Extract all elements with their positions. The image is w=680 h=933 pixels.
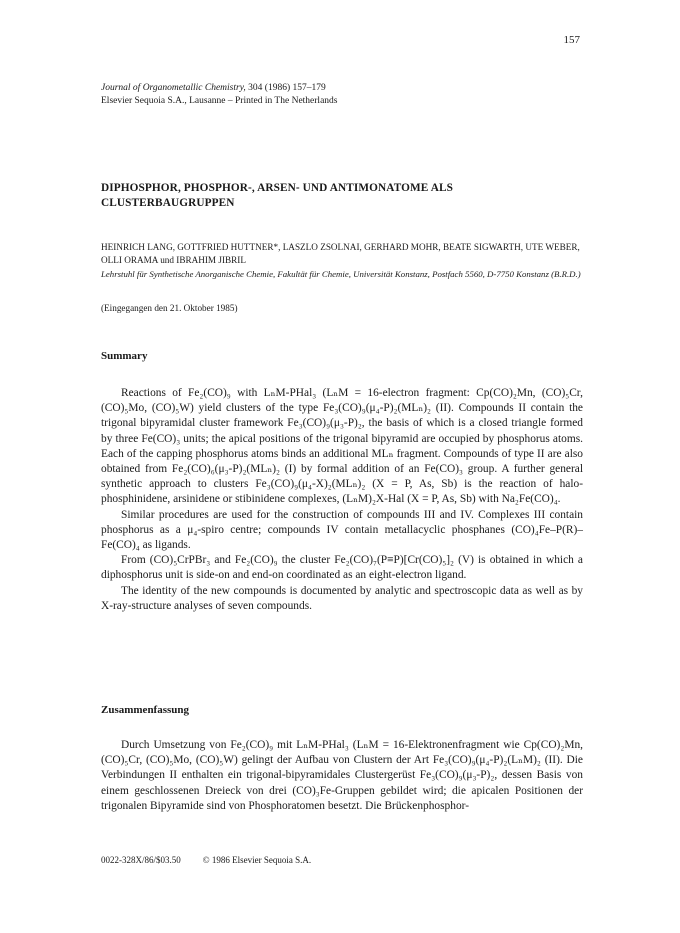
author-affiliation: Lehrstuhl für Synthetische Anorganische Chemie, Fakultät für Chemie, Universität Konstanz, Postfach 5560, D-7750 Konstanz (B.R.D.) xyxy=(101,269,581,279)
zusammenfassung-paragraph: Durch Umsetzung von Fe₂(CO)₉ mit LₙM-PHal₃ (LₙM = 16-Elektronenfragment wie Cp(CO)₂Mn, (CO)₅Cr, (CO)₅Mo, (CO)₅W) gelingt der Aufbau von Clustern der Art Fe₃(CO)₉(μ₄-P)₂(LₙM)₂ (II). Die Verbindungen II enthalten ein trigonal-bipyramidales Clustergerüst Fe₃(CO)₉(μ₃-P)₂, dessen Basis von einem geschlossenen Dreieck von drei (CO)₃Fe-Gruppen gebildet wird; die apicalen Positionen der trigonalen Bipyramide sind von Phosphoratomen besetzt. Die Brückenphosphor- xyxy=(101,739,583,812)
zusammenfassung-body xyxy=(101,738,583,814)
page-number: 157 xyxy=(563,34,580,46)
journal-publisher: Elsevier Sequoia S.A., Lausanne – Printed in The Netherlands xyxy=(101,96,338,106)
article-title: DIPHOSPHOR, PHOSPHOR-, ARSEN- UND ANTIMONATOME ALS CLUSTERBAUGRUPPEN xyxy=(101,182,453,209)
journal-citation xyxy=(101,82,337,95)
issn-price-code: 0022-328X/86/$03.50 xyxy=(101,855,181,865)
summary-paragraph: Reactions of Fe₂(CO)₉ with LₙM-PHal₃ (LₙM = 16-electron fragment: Cp(CO)₂Mn, (CO)₅Cr, (CO)₅Mo, (CO)₅W) yield clusters of the type Fe₃(CO)₉(μ₄-P)₂(MLₙ)₂ (II). Compounds II contain the trigonal bipyramidal cluster framework Fe₃(CO)₉(μ₃-P)₂, the basis of which is a closed triangle formed by three Fe(CO)₃ units; the apical positions of the trigonal bipyramid are occupied by phosphorus atoms. Each of the capping phosphorus atoms binds an additional MLₙ fragment. Compounds of type II are also obtained from Fe₂(CO)₆(μ₃-P)₂(MLₙ)₂ (I) by formal addition of an Fe(CO)₃ group. A further general synthetic approach to clusters Fe₃(CO)₉(μ₄-X)₂(MLₙ)₂ (X = P, As, Sb) is the reaction of halo-phosphinidene, arsinidene or stibinidene complexes, (LₙM)₂X-Hal (X = P, As, Sb) with Na₂Fe(CO)₄. xyxy=(101,387,583,506)
journal-header xyxy=(101,82,337,108)
summary-body xyxy=(101,386,583,614)
received-date: (Eingegangen den 21. Oktober 1985) xyxy=(101,303,238,313)
zusammenfassung-heading: Zusammenfassung xyxy=(101,704,190,716)
summary-heading: Summary xyxy=(101,350,148,362)
page-footer xyxy=(101,855,311,865)
summary-paragraph: Similar procedures are used for the construction of compounds III and IV. Complexes III contain phosphorus as a μ₄-spiro centre; compounds IV contain metallacyclic phosphanes (CO)₄Fe–P(R)–Fe(CO)₄ as ligands. xyxy=(101,508,583,552)
summary-paragraph: The identity of the new compounds is documented by analytic and spectroscopic data as well as by X-ray-structure analyses of seven compounds. xyxy=(101,584,583,612)
journal-volume-pages: 304 (1986) 157–179 xyxy=(245,83,326,93)
journal-name: Journal of Organometallic Chemistry, xyxy=(101,83,246,93)
copyright-notice: © 1986 Elsevier Sequoia S.A. xyxy=(202,855,312,865)
author-list: HEINRICH LANG, GOTTFRIED HUTTNER*, LASZLO ZSOLNAI, GERHARD MOHR, BEATE SIGWARTH, UTE WEBER, OLLI ORAMA und IBRAHIM JIBRIL xyxy=(101,242,580,265)
summary-paragraph: From (CO)₅CrPBr₃ and Fe₂(CO)₉ the cluster Fe₂(CO)₇(P≡P)[Cr(CO)₅]₂ (V) is obtained in which a diphosphorus unit is side-on and end-on coordinated as an eight-electron ligand. xyxy=(101,554,583,582)
